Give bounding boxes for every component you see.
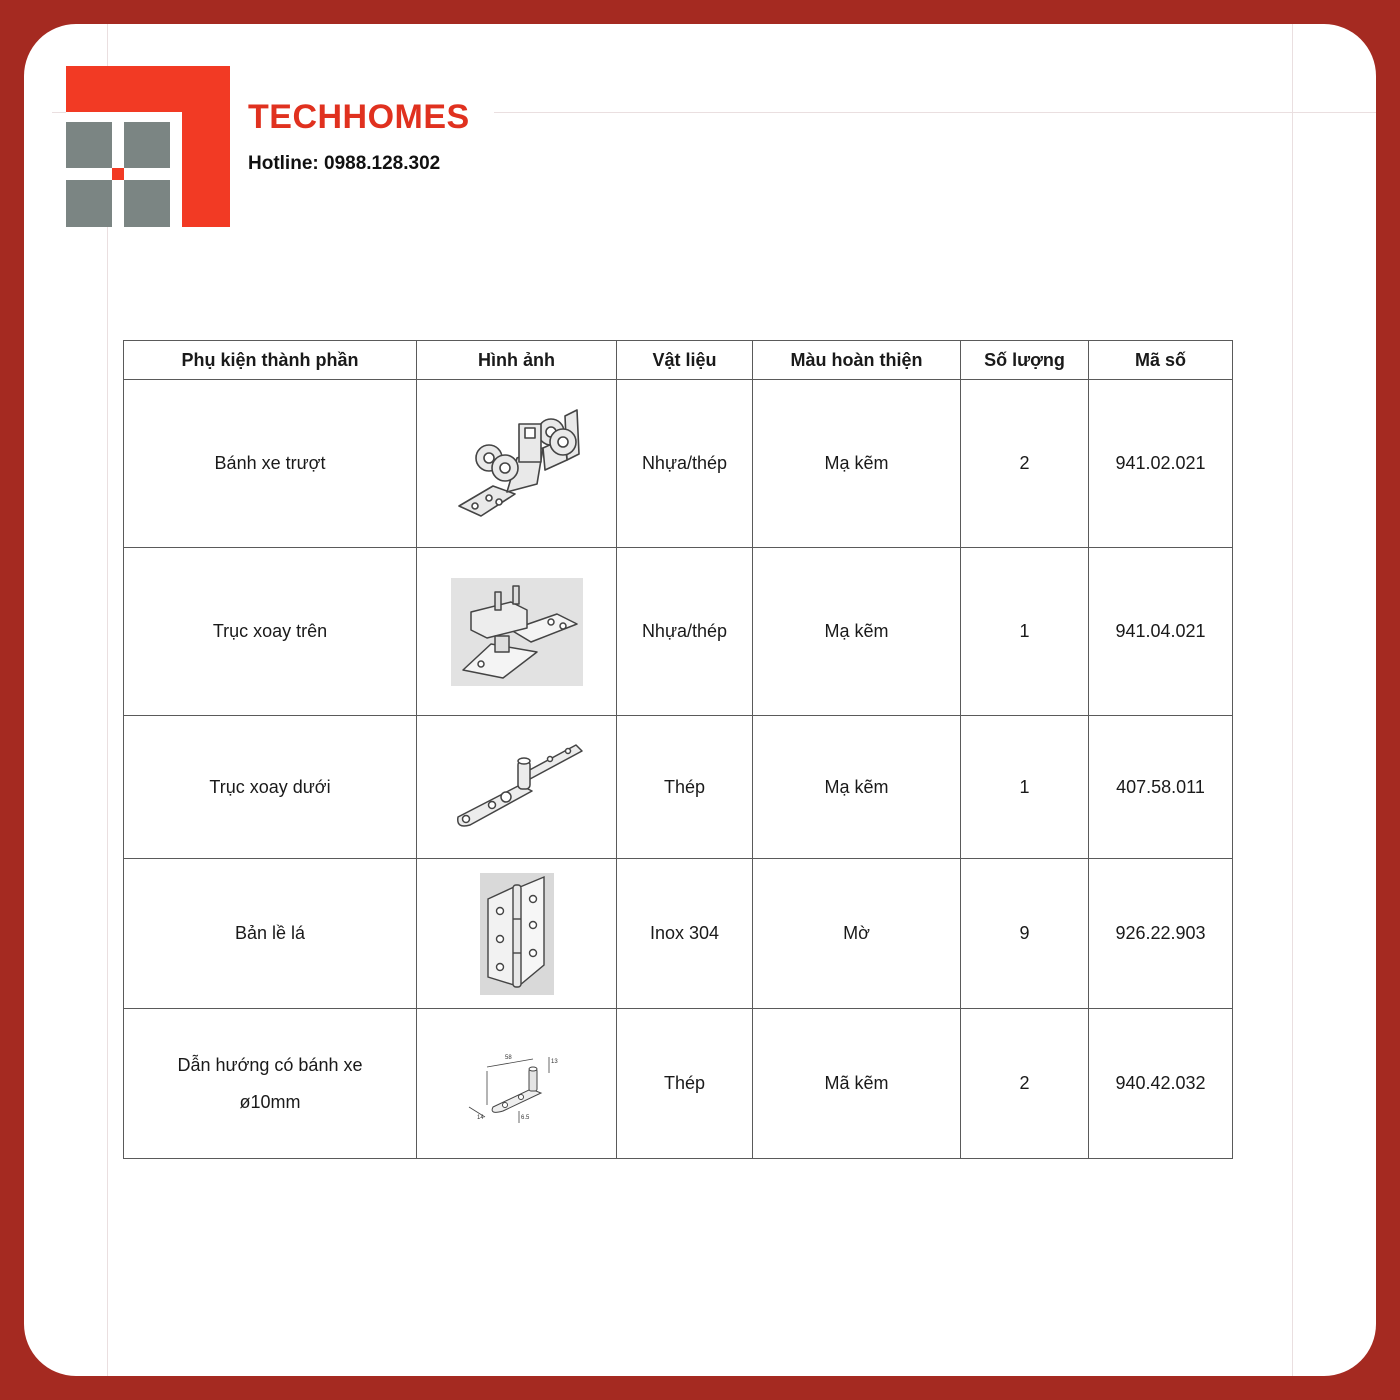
- part-code: 941.02.021: [1089, 380, 1233, 548]
- part-code: 407.58.011: [1089, 716, 1233, 859]
- table-row: [124, 380, 1233, 548]
- quantity: 2: [961, 1009, 1089, 1159]
- page-frame: [24, 24, 1376, 1376]
- quantity: 1: [961, 716, 1089, 859]
- quantity: 2: [961, 380, 1089, 548]
- material: Nhựa/thép: [617, 380, 753, 548]
- header-image: Hình ảnh: [417, 341, 617, 380]
- techhomes-logo-icon: [66, 66, 230, 227]
- dim-label: 58: [504, 1054, 512, 1061]
- part-code: 941.04.021: [1089, 548, 1233, 716]
- header-quantity: Số lượng: [961, 341, 1089, 380]
- guide-line: [494, 112, 1376, 113]
- hotline-number[interactable]: 0988.128.302: [324, 153, 441, 174]
- sliding-roller-icon: [447, 398, 587, 530]
- hotline: [248, 153, 440, 175]
- top-pivot-icon: [451, 578, 583, 686]
- table-row: [124, 859, 1233, 1009]
- image-cell: [417, 1009, 617, 1159]
- material: Thép: [617, 716, 753, 859]
- header-material: Vật liệu: [617, 341, 753, 380]
- dim-label: 14: [476, 1114, 484, 1121]
- leaf-hinge-icon: [480, 873, 554, 995]
- dim-label: 13: [550, 1058, 558, 1065]
- table-header-row: [124, 341, 1233, 380]
- material: Inox 304: [617, 859, 753, 1009]
- image-cell: [417, 859, 617, 1009]
- dim-label: 6.5: [520, 1114, 529, 1121]
- bottom-pivot-icon: [450, 737, 584, 837]
- finish: Mạ kẽm: [753, 380, 961, 548]
- component-name: Trục xoay trên: [124, 548, 417, 716]
- component-name: Bản lề lá: [124, 859, 417, 1009]
- header-code: Mã số: [1089, 341, 1233, 380]
- image-cell: [417, 380, 617, 548]
- material: Thép: [617, 1009, 753, 1159]
- hotline-label: Hotline:: [248, 153, 319, 174]
- parts-table: [123, 340, 1233, 1159]
- image-cell: [417, 548, 617, 716]
- finish: Mạ kẽm: [753, 548, 961, 716]
- image-cell: [417, 716, 617, 859]
- finish: Mã kẽm: [753, 1009, 961, 1159]
- table-row: [124, 716, 1233, 859]
- component-name-line: ø10mm: [239, 1091, 301, 1112]
- header-finish: Màu hoàn thiện: [753, 341, 961, 380]
- component-name: Trục xoay dưới: [124, 716, 417, 859]
- table-row: [124, 548, 1233, 716]
- guide-line: [1292, 24, 1293, 1376]
- table-row: [124, 1009, 1233, 1159]
- material: Nhựa/thép: [617, 548, 753, 716]
- finish: Mờ: [753, 859, 961, 1009]
- component-name: Bánh xe trượt: [124, 380, 417, 548]
- guide-wheel-icon: [465, 1043, 569, 1125]
- part-code: 940.42.032: [1089, 1009, 1233, 1159]
- header-component: Phụ kiện thành phần: [124, 341, 417, 380]
- part-code: 926.22.903: [1089, 859, 1233, 1009]
- brand-name: TECHHOMES: [248, 98, 470, 136]
- quantity: 1: [961, 548, 1089, 716]
- component-name: [124, 1009, 417, 1159]
- component-name-line: Dẫn hướng có bánh xe: [177, 1054, 363, 1075]
- quantity: 9: [961, 859, 1089, 1009]
- finish: Mạ kẽm: [753, 716, 961, 859]
